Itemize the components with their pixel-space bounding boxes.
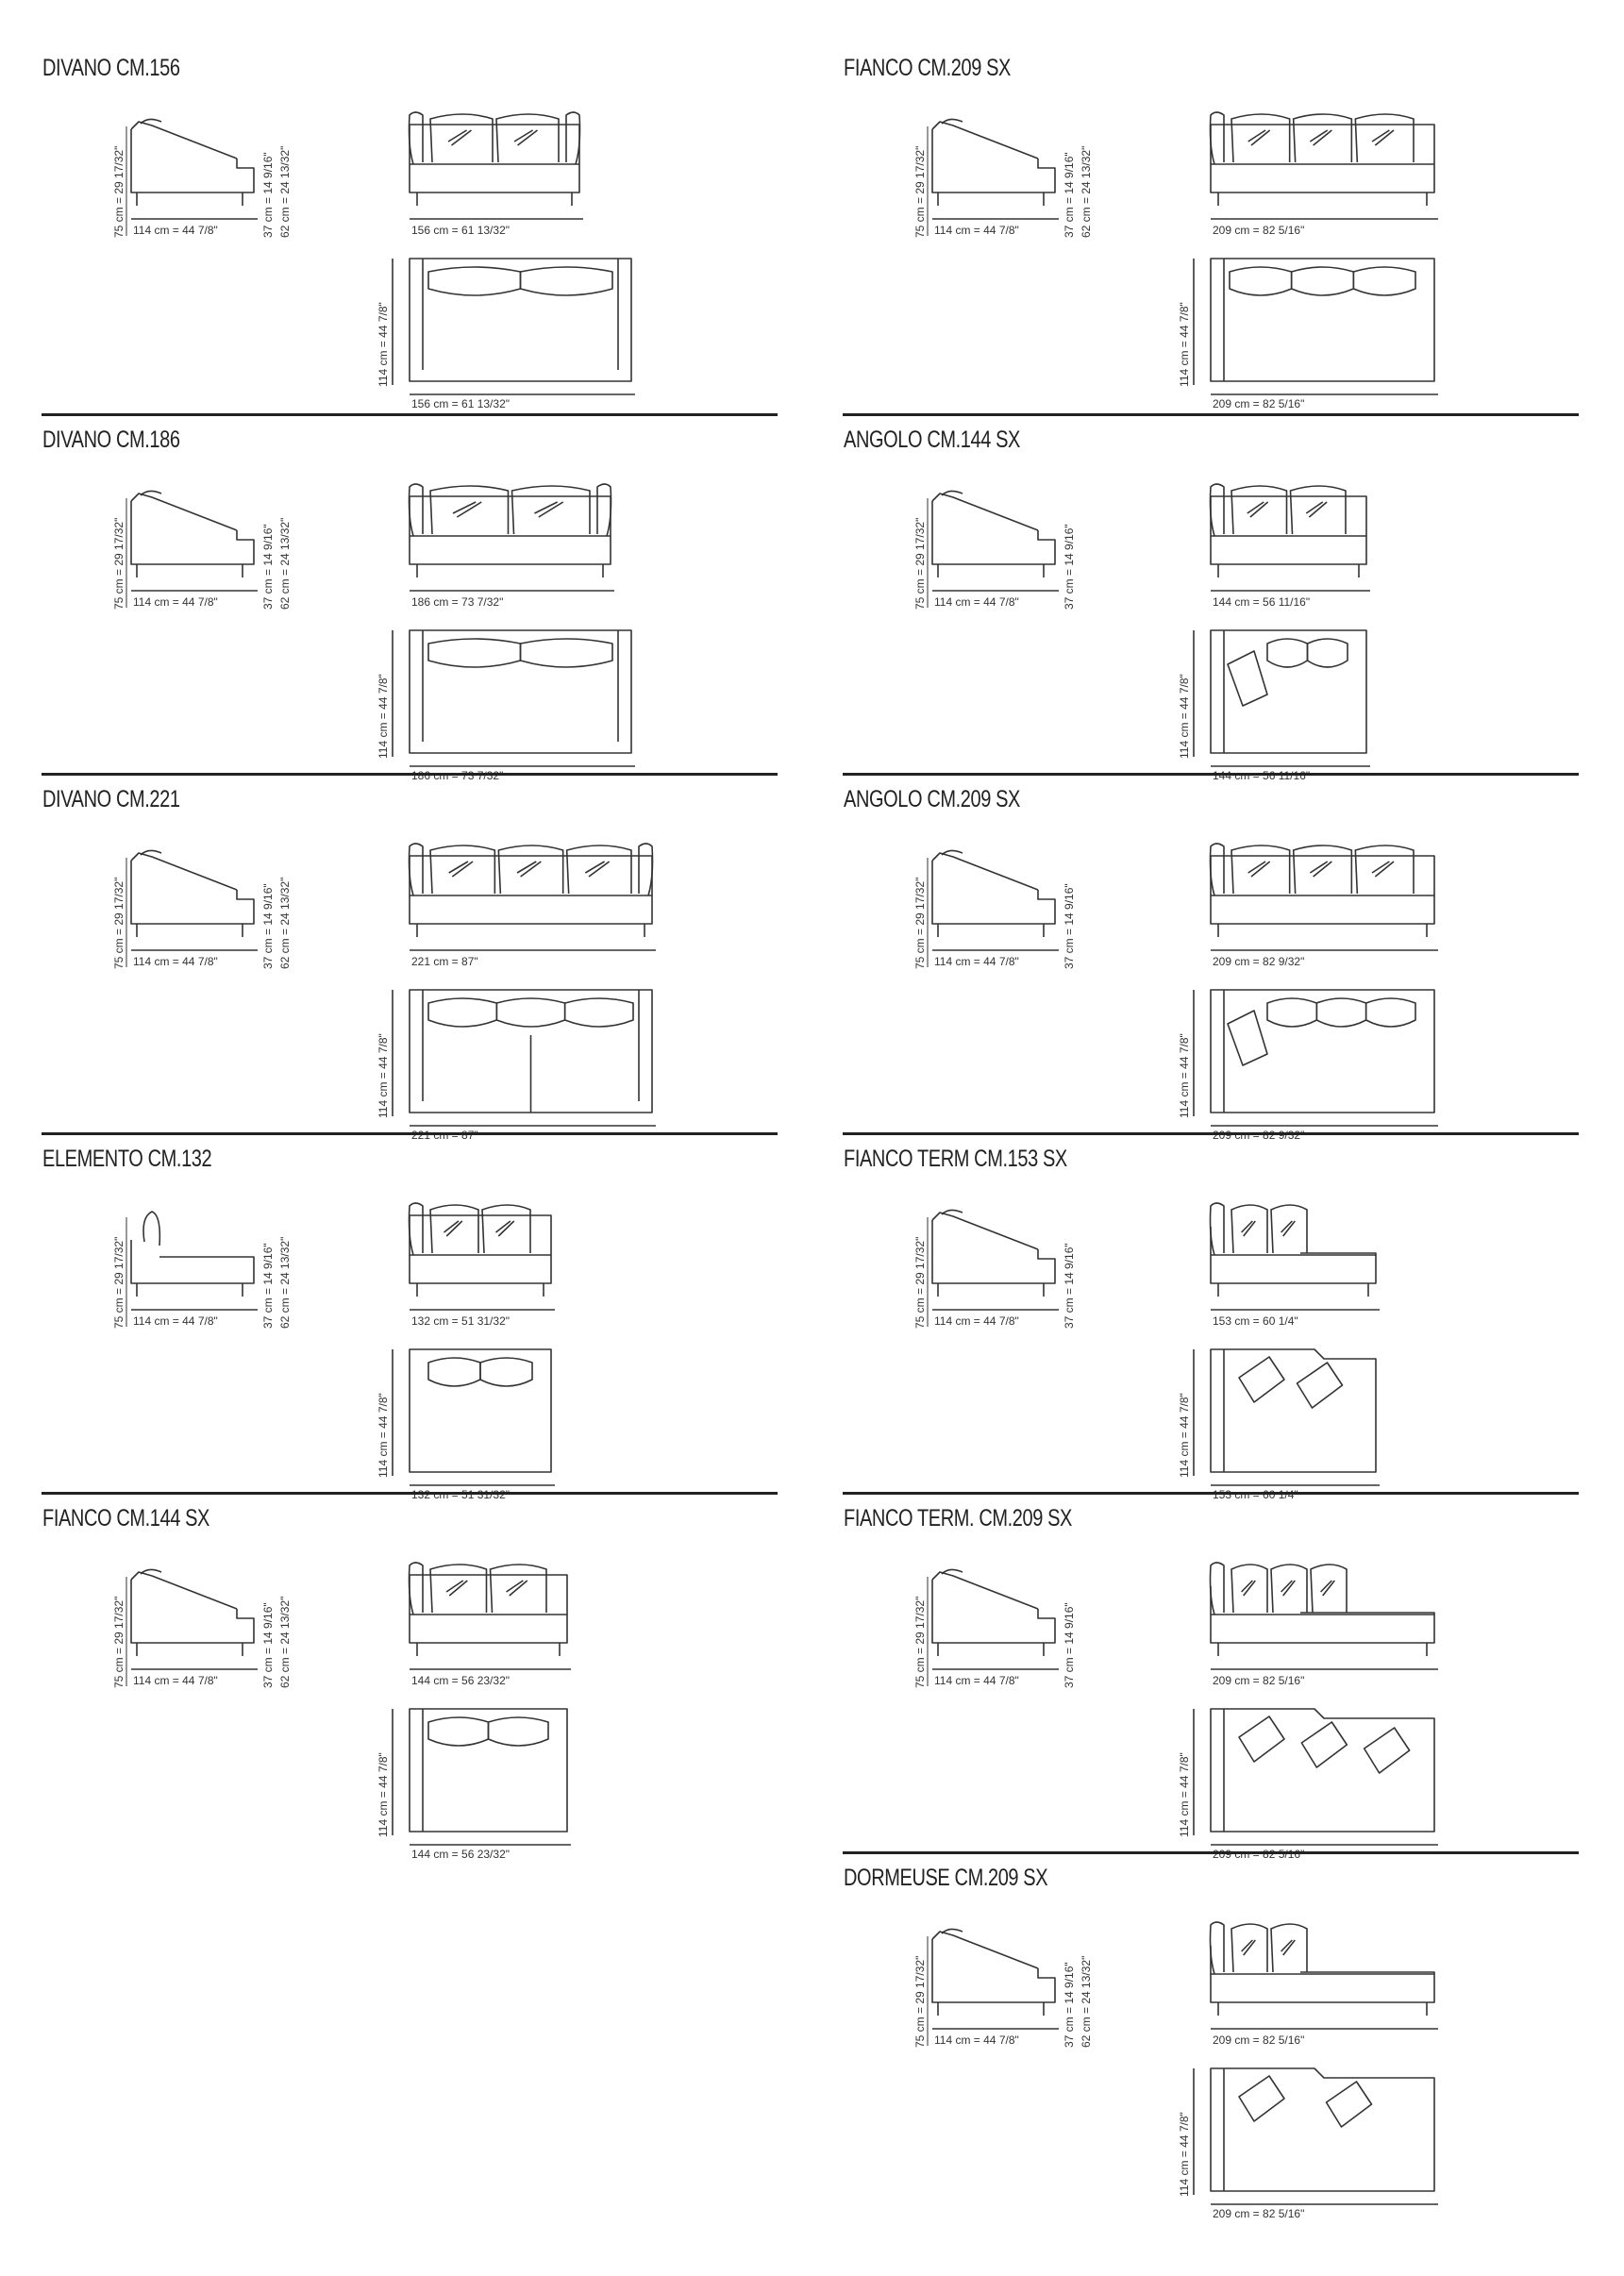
height-dimension: 75 cm = 29 17/32" bbox=[913, 1955, 927, 2048]
plan-depth-dimension: 114 cm = 44 7/8" bbox=[377, 1393, 390, 1478]
height-dimension: 75 cm = 29 17/32" bbox=[112, 1236, 126, 1329]
plan-depth-dimension: 114 cm = 44 7/8" bbox=[1178, 1393, 1191, 1478]
plan-depth-dimension: 114 cm = 44 7/8" bbox=[1178, 1033, 1191, 1118]
plan-width-dimension: 209 cm = 82 5/16" bbox=[1213, 1848, 1305, 1861]
front-view-drawing bbox=[1211, 1563, 1439, 1669]
plan-view-drawing bbox=[393, 630, 635, 766]
depth-dimension: 114 cm = 44 7/8" bbox=[133, 224, 218, 237]
plan-view-drawing bbox=[393, 259, 635, 394]
depth-dimension: 114 cm = 44 7/8" bbox=[133, 1674, 218, 1687]
plan-depth-dimension: 114 cm = 44 7/8" bbox=[1178, 2112, 1191, 2197]
drawings bbox=[843, 1132, 1579, 1501]
plan-width-dimension: 132 cm = 51 31/32" bbox=[411, 1488, 510, 1501]
depth-dimension: 114 cm = 44 7/8" bbox=[934, 595, 1019, 609]
plan-depth-dimension: 114 cm = 44 7/8" bbox=[377, 1033, 390, 1118]
plan-width-dimension: 221 cm = 87" bbox=[411, 1129, 478, 1142]
drawings bbox=[42, 1132, 778, 1501]
plan-depth-dimension: 114 cm = 44 7/8" bbox=[1178, 1752, 1191, 1837]
section-title: ANGOLO CM.209 SX bbox=[844, 786, 1020, 812]
width-dimension: 144 cm = 56 23/32" bbox=[411, 1674, 510, 1687]
arm-height-dimension: 62 cm = 24 13/32" bbox=[1080, 1955, 1093, 2048]
front-view-drawing bbox=[1211, 484, 1371, 591]
seat-height-dimension: 37 cm = 14 9/16" bbox=[1063, 883, 1076, 969]
plan-width-dimension: 144 cm = 56 11/16" bbox=[1213, 769, 1311, 782]
section-title: DIVANO CM.221 bbox=[42, 786, 180, 812]
section-fianco-209 bbox=[843, 42, 1579, 410]
plan-depth-dimension: 114 cm = 44 7/8" bbox=[377, 1752, 390, 1837]
height-dimension: 75 cm = 29 17/32" bbox=[112, 877, 126, 969]
side-view-drawing bbox=[932, 850, 1059, 950]
section-title: DIVANO CM.186 bbox=[42, 427, 180, 453]
seat-height-dimension: 37 cm = 14 9/16" bbox=[261, 883, 275, 969]
plan-view-drawing bbox=[1194, 990, 1438, 1126]
depth-dimension: 114 cm = 44 7/8" bbox=[934, 2033, 1019, 2047]
section-title: FIANCO TERM. CM.209 SX bbox=[844, 1505, 1072, 1531]
depth-dimension: 114 cm = 44 7/8" bbox=[133, 595, 218, 609]
arm-height-dimension: 62 cm = 24 13/32" bbox=[278, 1236, 292, 1329]
plan-width-dimension: 209 cm = 82 5/16" bbox=[1213, 397, 1305, 410]
seat-height-dimension: 37 cm = 14 9/16" bbox=[1063, 1243, 1076, 1329]
section-title: FIANCO TERM CM.153 SX bbox=[844, 1146, 1067, 1172]
drawings bbox=[843, 1492, 1579, 1861]
plan-view-drawing bbox=[1194, 1349, 1380, 1485]
section-divano-186 bbox=[42, 413, 778, 782]
height-dimension: 75 cm = 29 17/32" bbox=[913, 145, 927, 238]
plan-width-dimension: 186 cm = 73 7/32" bbox=[411, 769, 504, 782]
side-view-drawing bbox=[131, 119, 258, 219]
front-view-drawing bbox=[410, 484, 615, 591]
section-title: DIVANO CM.156 bbox=[42, 55, 180, 81]
height-dimension: 75 cm = 29 17/32" bbox=[913, 1596, 927, 1688]
side-view-drawing bbox=[932, 1210, 1059, 1310]
front-view-drawing bbox=[410, 1203, 556, 1310]
side-view-drawing bbox=[932, 1929, 1059, 2029]
drawings bbox=[843, 413, 1579, 782]
plan-width-dimension: 209 cm = 82 5/16" bbox=[1213, 2207, 1305, 2220]
plan-view-drawing bbox=[393, 990, 656, 1126]
plan-width-dimension: 156 cm = 61 13/32" bbox=[411, 397, 510, 410]
width-dimension: 186 cm = 73 7/32" bbox=[411, 595, 504, 609]
drawings bbox=[42, 773, 778, 1142]
plan-width-dimension: 153 cm = 60 1/4" bbox=[1213, 1488, 1298, 1501]
side-view-drawing bbox=[932, 491, 1059, 591]
arm-height-dimension: 62 cm = 24 13/32" bbox=[1080, 145, 1093, 238]
section-title: DORMEUSE CM.209 SX bbox=[844, 1865, 1048, 1891]
arm-height-dimension: 62 cm = 24 13/32" bbox=[278, 517, 292, 610]
side-view-drawing bbox=[131, 1569, 258, 1669]
plan-view-drawing bbox=[1194, 259, 1438, 394]
section-fianco-term-209 bbox=[843, 1492, 1579, 1861]
section-fianco-144 bbox=[42, 1492, 778, 1861]
front-view-drawing bbox=[410, 112, 584, 219]
side-view-drawing bbox=[131, 1212, 258, 1310]
width-dimension: 209 cm = 82 5/16" bbox=[1213, 1674, 1305, 1687]
depth-dimension: 114 cm = 44 7/8" bbox=[934, 224, 1019, 237]
plan-view-drawing bbox=[1194, 2068, 1438, 2204]
seat-height-dimension: 37 cm = 14 9/16" bbox=[1063, 524, 1076, 610]
section-angolo-209 bbox=[843, 773, 1579, 1142]
plan-depth-dimension: 114 cm = 44 7/8" bbox=[1178, 302, 1191, 387]
width-dimension: 209 cm = 82 9/32" bbox=[1213, 955, 1305, 968]
width-dimension: 144 cm = 56 11/16" bbox=[1213, 595, 1311, 609]
side-view-drawing bbox=[932, 119, 1059, 219]
height-dimension: 75 cm = 29 17/32" bbox=[112, 1596, 126, 1688]
front-view-drawing bbox=[410, 1563, 572, 1669]
drawings bbox=[843, 1851, 1579, 2220]
plan-view-drawing bbox=[1194, 1709, 1438, 1845]
seat-height-dimension: 37 cm = 14 9/16" bbox=[261, 152, 275, 238]
section-fianco-term-153 bbox=[843, 1132, 1579, 1501]
section-divano-221 bbox=[42, 773, 778, 1142]
section-angolo-144 bbox=[843, 413, 1579, 782]
plan-depth-dimension: 114 cm = 44 7/8" bbox=[1178, 674, 1191, 759]
width-dimension: 132 cm = 51 31/32" bbox=[411, 1314, 510, 1328]
height-dimension: 75 cm = 29 17/32" bbox=[112, 145, 126, 238]
depth-dimension: 114 cm = 44 7/8" bbox=[934, 955, 1019, 968]
height-dimension: 75 cm = 29 17/32" bbox=[913, 877, 927, 969]
height-dimension: 75 cm = 29 17/32" bbox=[112, 517, 126, 610]
drawings bbox=[42, 413, 778, 782]
seat-height-dimension: 37 cm = 14 9/16" bbox=[261, 1243, 275, 1329]
seat-height-dimension: 37 cm = 14 9/16" bbox=[1063, 152, 1076, 238]
section-divano-156 bbox=[42, 42, 778, 410]
side-view-drawing bbox=[131, 850, 258, 950]
front-view-drawing bbox=[410, 844, 657, 950]
plan-depth-dimension: 114 cm = 44 7/8" bbox=[377, 674, 390, 759]
front-view-drawing bbox=[1211, 844, 1439, 950]
height-dimension: 75 cm = 29 17/32" bbox=[913, 517, 927, 610]
plan-view-drawing bbox=[393, 1349, 555, 1485]
section-elemento-132 bbox=[42, 1132, 778, 1501]
seat-height-dimension: 37 cm = 14 9/16" bbox=[261, 1602, 275, 1688]
width-dimension: 153 cm = 60 1/4" bbox=[1213, 1314, 1298, 1328]
front-view-drawing bbox=[1211, 112, 1439, 219]
drawings bbox=[42, 42, 778, 410]
height-dimension: 75 cm = 29 17/32" bbox=[913, 1236, 927, 1329]
drawings bbox=[42, 1492, 778, 1861]
width-dimension: 156 cm = 61 13/32" bbox=[411, 224, 510, 237]
plan-width-dimension: 144 cm = 56 23/32" bbox=[411, 1848, 510, 1861]
side-view-drawing bbox=[131, 491, 258, 591]
arm-height-dimension: 62 cm = 24 13/32" bbox=[278, 877, 292, 969]
depth-dimension: 114 cm = 44 7/8" bbox=[133, 955, 218, 968]
seat-height-dimension: 37 cm = 14 9/16" bbox=[1063, 1962, 1076, 2048]
depth-dimension: 114 cm = 44 7/8" bbox=[133, 1314, 218, 1328]
drawings bbox=[843, 773, 1579, 1142]
arm-height-dimension: 62 cm = 24 13/32" bbox=[278, 1596, 292, 1688]
seat-height-dimension: 37 cm = 14 9/16" bbox=[261, 524, 275, 610]
section-title: ANGOLO CM.144 SX bbox=[844, 427, 1020, 453]
width-dimension: 209 cm = 82 5/16" bbox=[1213, 224, 1305, 237]
plan-view-drawing bbox=[1194, 630, 1370, 766]
depth-dimension: 114 cm = 44 7/8" bbox=[934, 1314, 1019, 1328]
section-title: ELEMENTO CM.132 bbox=[42, 1146, 212, 1172]
depth-dimension: 114 cm = 44 7/8" bbox=[934, 1674, 1019, 1687]
section-title: FIANCO CM.144 SX bbox=[42, 1505, 209, 1531]
plan-width-dimension: 209 cm = 82 9/32" bbox=[1213, 1129, 1305, 1142]
width-dimension: 221 cm = 87" bbox=[411, 955, 478, 968]
seat-height-dimension: 37 cm = 14 9/16" bbox=[1063, 1602, 1076, 1688]
drawings bbox=[843, 42, 1579, 410]
front-view-drawing bbox=[1211, 1922, 1439, 2029]
side-view-drawing bbox=[932, 1569, 1059, 1669]
front-view-drawing bbox=[1211, 1203, 1381, 1310]
section-title: FIANCO CM.209 SX bbox=[844, 55, 1011, 81]
width-dimension: 209 cm = 82 5/16" bbox=[1213, 2033, 1305, 2047]
section-dormeuse-209 bbox=[843, 1851, 1579, 2220]
plan-view-drawing bbox=[393, 1709, 571, 1845]
arm-height-dimension: 62 cm = 24 13/32" bbox=[278, 145, 292, 238]
plan-depth-dimension: 114 cm = 44 7/8" bbox=[377, 302, 390, 387]
